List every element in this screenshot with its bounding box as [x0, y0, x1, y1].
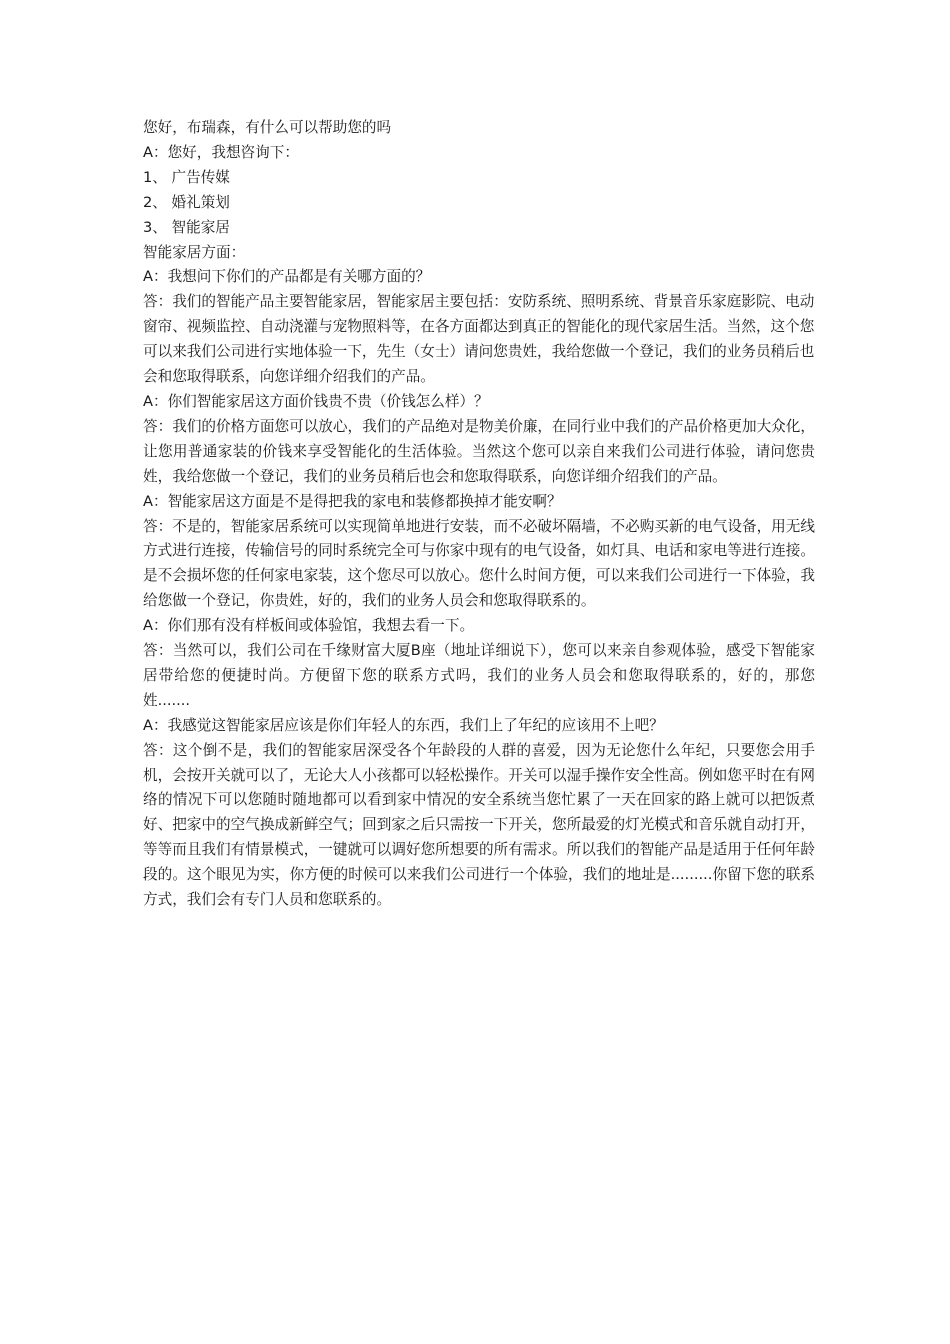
answer-5: 答：这个倒不是，我们的智能家居深受各个年龄段的人群的喜爱，因为无论您什么年纪，只要您会用手机，会按开关就可以了，无论大人小孩都可以轻松操作。开关可以湿手操作安全性高。例如您平时在有网络的情况下可以您随时随地都可以看到家中情况的安全系统当您忙累了一天在回家的路上就可以把饭煮好、把家中的空气换成新鲜空气；回到家之后只需按一下开关，您所最爱的灯光模式和音乐就自动打开，等等而且我们有情景模式，一键就可以调好您所想要的所有需求。所以我们的智能产品是适用于任何年龄段的。这个眼见为实，你方便的时候可以来我们公司进行一个体验，我们的地址是.........你留下您的联系方式，我们会有专门人员和您联系的。: [143, 741, 815, 909]
question-2: A：你们智能家居这方面价钱贵不贵（价钱怎么样）？: [143, 392, 489, 410]
answer-3: 答：不是的，智能家居系统可以实现简单地进行安装，而不必破坏隔墙，不必购买新的电气设备，用无线方式进行连接，传输信号的同时系统完全可与你家中现有的电气设备，如灯具、电话和家电等进行连接。是不会损坏您的任何家电家装，这个您尽可以放心。您什么时间方便，可以来我们公司进行一下体验，我给您做一个登记，你贵姓，好的，我们的业务人员会和您取得联系的。: [143, 517, 815, 610]
list-item-1: 1、 广告传媒: [143, 168, 230, 186]
greeting-line: 您好，布瑞森，有什么可以帮助您的吗: [143, 119, 392, 136]
answer-4: 答：当然可以，我们公司在千缘财富大厦B座（地址详细说下），您可以来亲自参观体验，感受下智能家居带给您的便捷时尚。方便留下您的联系方式吗，我们的业务人员会和您取得联系的，好的，那您姓.......: [143, 642, 815, 709]
list-item-2: 2、 婚礼策划: [143, 193, 230, 211]
document-body: [143, 116, 815, 913]
question-intro: A：您好，我想咨询下：: [143, 143, 299, 161]
answer-1: 答：我们的智能产品主要智能家居，智能家居主要包括：安防系统、照明系统、背景音乐家庭影院、电动窗帘、视频监控、自动浇灌与宠物照料等，在各方面都达到真正的智能化的现代家居生活。当然，这个您可以来我们公司进行实地体验一下，先生（女士）请问您贵姓，我给您做一个登记，我们的业务员稍后也会和您取得联系，向您详细介绍我们的产品。: [143, 293, 815, 386]
section-heading: 智能家居方面：: [143, 243, 246, 261]
question-4: A：你们那有没有样板间或体验馆，我想去看一下。: [143, 617, 475, 635]
answer-2: 答：我们的价格方面您可以放心，我们的产品绝对是物美价廉，在同行业中我们的产品价格更加大众化，让您用普通家装的价钱来享受智能化的生活体验。当然这个您可以亲自来我们公司进行体验，请问您贵姓，我给您做一个登记，我们的业务员稍后也会和您取得联系，向您详细介绍我们的产品。: [143, 417, 815, 485]
list-item-3: 3、 智能家居: [143, 218, 230, 236]
question-3: A：智能家居这方面是不是得把我的家电和装修都换掉才能安啊？: [143, 492, 562, 510]
question-1: A：我想问下你们的产品都是有关哪方面的？: [143, 268, 431, 286]
question-5: A：我感觉这智能家居应该是你们年轻人的东西，我们上了年纪的应该用不上吧？: [143, 716, 664, 734]
